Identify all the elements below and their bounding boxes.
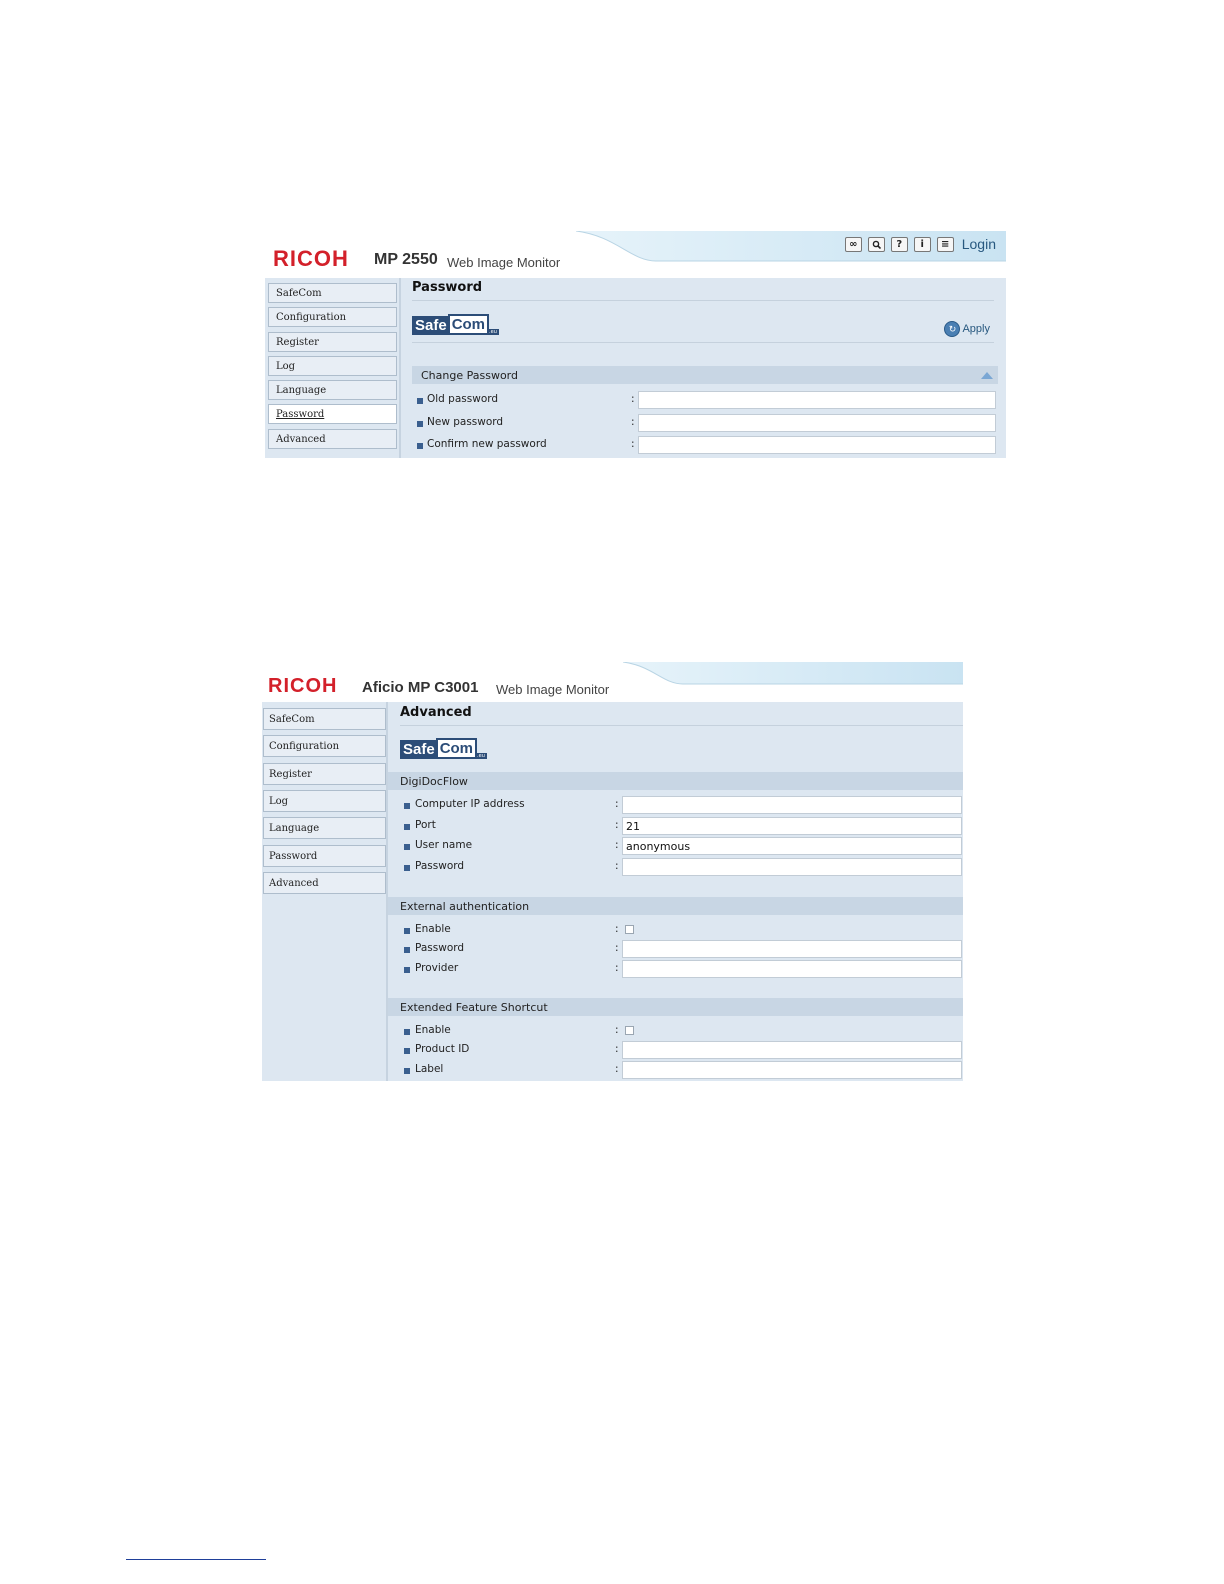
page-title: Password — [412, 280, 483, 295]
label-input[interactable] — [622, 1061, 962, 1079]
field-label: New password — [427, 416, 504, 428]
toolbar — [845, 236, 996, 252]
screenshot-advanced-page — [262, 662, 963, 1081]
nav-safecom[interactable]: SafeCom — [263, 708, 386, 730]
field-colon: : — [631, 416, 635, 428]
field-colon: : — [631, 438, 635, 450]
section-external-authentication — [388, 897, 963, 915]
field-row-user-name — [388, 837, 963, 857]
field-row-provider — [388, 960, 963, 980]
bullet-icon — [417, 443, 423, 449]
field-label: User name — [415, 839, 473, 851]
product-name: Web Image Monitor — [447, 255, 561, 270]
field-colon: : — [615, 942, 619, 954]
user-name-input[interactable] — [622, 837, 962, 855]
field-label: Enable — [415, 923, 451, 935]
login-link[interactable]: Login — [961, 236, 996, 252]
ricoh-logo: RICOH — [273, 246, 349, 271]
field-label: Port — [415, 819, 436, 831]
nav-log[interactable]: Log — [263, 790, 386, 812]
bullet-icon — [404, 824, 410, 830]
screenshot-password-page — [265, 231, 1006, 458]
bullet-icon — [404, 865, 410, 871]
bullet-icon — [404, 844, 410, 850]
field-row-password — [388, 858, 963, 878]
nav-log[interactable]: Log — [268, 356, 397, 376]
field-label: Label — [415, 1063, 444, 1075]
computer-ip-input[interactable] — [622, 796, 962, 814]
field-row-ext-enable — [388, 921, 963, 941]
field-colon: : — [615, 1063, 619, 1075]
product-name: Web Image Monitor — [496, 682, 610, 697]
nav-register[interactable]: Register — [268, 332, 397, 352]
nav-password[interactable]: Password — [263, 845, 386, 867]
field-label: Enable — [415, 1024, 451, 1036]
field-row-efs-enable — [388, 1022, 963, 1042]
section-title: DigiDocFlow — [400, 774, 468, 788]
field-colon: : — [615, 1043, 619, 1055]
sitemap-icon[interactable]: ∞ — [845, 237, 862, 252]
title-divider — [400, 725, 963, 726]
ext-auth-enable-checkbox[interactable] — [625, 925, 634, 934]
nav-safecom[interactable]: SafeCom — [268, 283, 397, 303]
field-colon: : — [615, 923, 619, 935]
model-name: MP 2550 — [374, 251, 438, 268]
search-icon[interactable] — [868, 237, 885, 252]
footnote-rule — [126, 1559, 266, 1560]
nav-language[interactable]: Language — [268, 380, 397, 400]
collapse-icon[interactable] — [981, 372, 993, 379]
field-colon: : — [615, 819, 619, 831]
field-label: Provider — [415, 962, 459, 974]
main-panel — [401, 278, 1006, 458]
apply-label: Apply — [962, 323, 990, 335]
field-row-old-password — [401, 391, 1006, 411]
new-password-input[interactable] — [638, 414, 996, 432]
nav-register[interactable]: Register — [263, 763, 386, 785]
field-colon: : — [615, 1024, 619, 1036]
header-swoosh — [623, 662, 963, 702]
bullet-icon — [404, 947, 410, 953]
apply-icon: ↻ — [944, 321, 960, 337]
login-icon[interactable]: ≡ — [937, 237, 954, 252]
bullet-icon — [404, 1029, 410, 1035]
logo-divider — [412, 342, 994, 343]
field-row-product-id — [388, 1041, 963, 1061]
field-colon: : — [631, 393, 635, 405]
section-title: External authentication — [400, 899, 530, 913]
ddf-password-input[interactable] — [622, 858, 962, 876]
info-icon[interactable]: i — [914, 237, 931, 252]
main-panel — [388, 702, 963, 1081]
field-label: Product ID — [415, 1043, 470, 1055]
field-label: Password — [415, 942, 465, 954]
field-label: Confirm new password — [427, 438, 547, 450]
header — [262, 662, 963, 702]
provider-input[interactable] — [622, 960, 962, 978]
port-input[interactable] — [622, 817, 962, 835]
field-row-confirm-password — [401, 436, 1006, 456]
field-colon: : — [615, 962, 619, 974]
nav-password[interactable]: Password — [268, 404, 397, 424]
field-label: Password — [415, 860, 465, 872]
nav-configuration[interactable]: Configuration — [268, 307, 397, 327]
section-title: Extended Feature Shortcut — [400, 1000, 548, 1014]
efs-enable-checkbox[interactable] — [625, 1026, 634, 1035]
field-row-computer-ip — [388, 796, 963, 816]
bullet-icon — [404, 928, 410, 934]
safecom-logo: Safe Com .eu — [400, 738, 487, 759]
bullet-icon — [404, 1048, 410, 1054]
field-colon: : — [615, 860, 619, 872]
section-title: Change Password — [421, 368, 518, 382]
nav-language[interactable]: Language — [263, 817, 386, 839]
ricoh-logo: RICOH — [268, 675, 338, 697]
bullet-icon — [417, 398, 423, 404]
bullet-icon — [417, 421, 423, 427]
nav-advanced[interactable]: Advanced — [268, 429, 397, 449]
bullet-icon — [404, 1068, 410, 1074]
ext-auth-password-input[interactable] — [622, 940, 962, 958]
nav-advanced[interactable]: Advanced — [263, 872, 386, 894]
field-label: Computer IP address — [415, 798, 525, 810]
section-extended-feature-shortcut — [388, 998, 963, 1016]
model-name: Aficio MP C3001 — [362, 679, 479, 696]
nav-configuration[interactable]: Configuration — [263, 735, 386, 757]
product-id-input[interactable] — [622, 1041, 962, 1059]
section-digidocflow — [388, 772, 963, 790]
header — [265, 231, 1006, 278]
field-colon: : — [615, 839, 619, 851]
sidebar — [265, 278, 401, 458]
confirm-password-input[interactable] — [638, 436, 996, 454]
field-row-new-password — [401, 414, 1006, 434]
field-colon: : — [615, 798, 619, 810]
sidebar — [262, 702, 388, 1081]
bullet-icon — [404, 803, 410, 809]
title-divider — [412, 300, 994, 301]
bullet-icon — [404, 967, 410, 973]
field-label: Old password — [427, 393, 499, 405]
section-change-password — [412, 366, 998, 384]
safecom-logo: Safe Com .eu — [412, 314, 499, 335]
field-row-port — [388, 817, 963, 837]
page-title: Advanced — [400, 705, 472, 720]
field-row-ext-password — [388, 940, 963, 960]
apply-button[interactable] — [944, 321, 990, 337]
help-icon[interactable]: ? — [891, 237, 908, 252]
old-password-input[interactable] — [638, 391, 996, 409]
field-row-label — [388, 1061, 963, 1081]
